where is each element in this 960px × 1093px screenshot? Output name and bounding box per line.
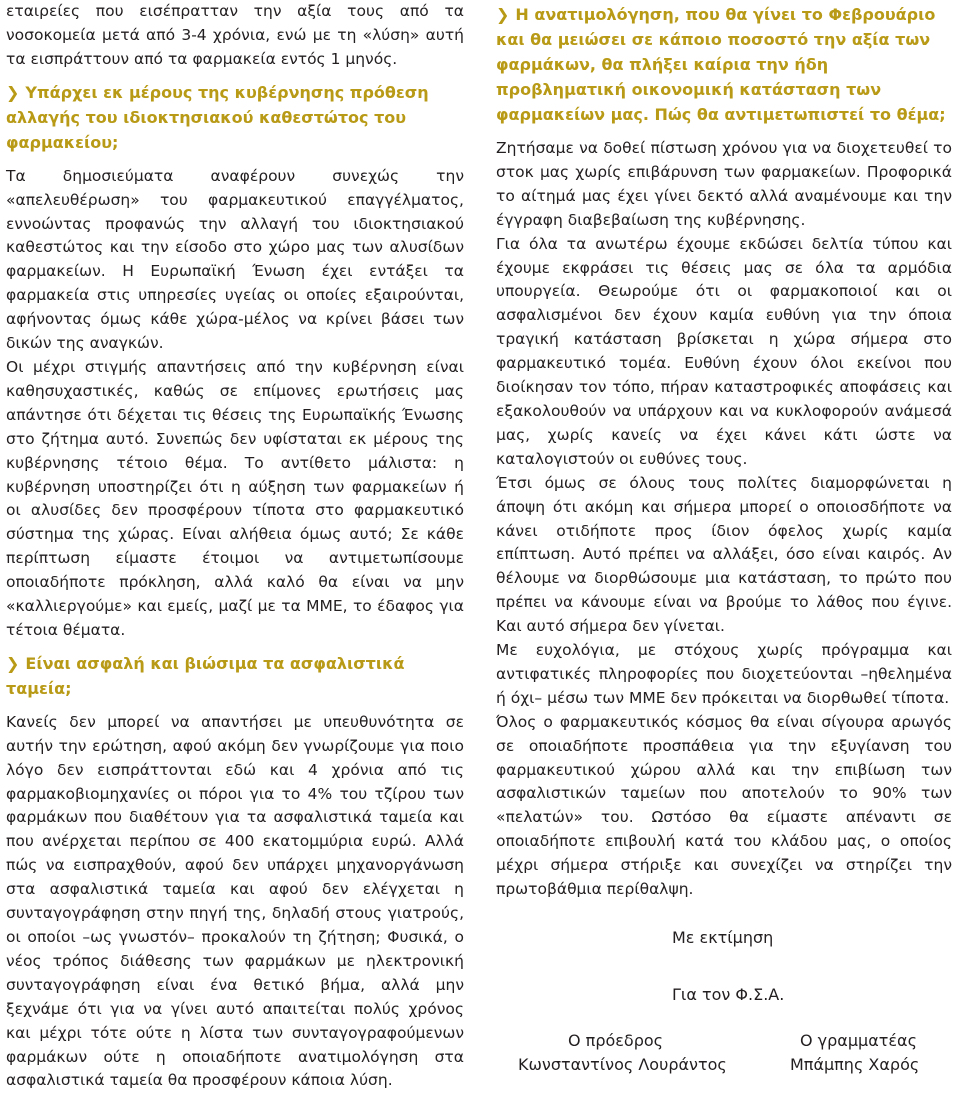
- question-heading: [6, 651, 464, 701]
- closing-organization: Για τον Φ.Σ.Α.: [672, 985, 785, 1004]
- question-heading: [6, 80, 464, 155]
- question-text: Υπάρχει εκ μέρους της κυβέρνησης πρόθεση αλλαγής του ιδιοκτησιακού καθεστώτος του φαρμακείου;: [6, 82, 429, 152]
- president-name: Κωνσταντίνος Λουράντος: [518, 1055, 727, 1074]
- question-text: Είναι ασφαλή και βιώσιμα τα ασφαλιστικά ταμεία;: [6, 653, 405, 698]
- answer-paragraph: Όλος ο φαρμακευτικός κόσμος θα είναι σίγουρα αρωγός σε οποιαδήποτε προσπάθεια για την εξυγίανση του φαρμακευτικού χώρου αλλά και την επιβίωση των ασφαλιστικών ταμείων που αποτελούν το 90% των «πελατών» του. Ωστόσο θα είμαστε απέναντι σε οποιαδήποτε επιβουλή κατά του κλάδου μας, ο οποίος μέχρι σήμερα στήριξε και συνεχίζει να στηρίζει την πρωτοβάθμια περίθαλψη.: [496, 712, 952, 899]
- answer-paragraph: Οι μέχρι στιγμής απαντήσεις από την κυβέρνηση είναι καθησυχαστικές, καθώς σε επίμονες ερωτήσεις μας απάντησε ότι δέχεται τις θέσεις της Ευρωπαϊκής Ένωσης στο ζήτημα αυτό. Συνεπώς δεν υφίσταται εκ μέρους της κυβέρνησης τέτοιο θέμα. Το αντίθετο μάλιστα: η κυβέρνηση υποστηρίζει ότι η αύξηση των φαρμακείων ή οι αλυσίδες δεν προσφέρουν τίποτα στο φαρμακευτικό σύστημα της χώρας. Είναι αλήθεια όμως αυτό; Σε κάθε περίπτωση είμαστε έτοιμοι να αντιμετωπίσουμε οποιαδήποτε πρόκληση, αλλά καλό θα είναι να μην «καλλιεργούμε» και εμείς, μαζί με τα ΜΜΕ, το έδαφος για τέτοια θέματα.: [6, 357, 464, 639]
- answer-paragraph: Με ευχολόγια, με στόχους χωρίς πρόγραμμα και αντιφατικές πληροφορίες που διοχετεύονται –ηθελημένα ή όχι– μέσω των ΜΜΕ δεν πρόκειται να διορθωθεί τίποτα.: [496, 641, 952, 707]
- closing-regards: Με εκτίμηση: [672, 928, 774, 947]
- answer-paragraph: Έτσι όμως σε όλους τους πολίτες διαμορφώνεται η άποψη ότι ακόμη και σήμερα μπορεί ο οποιοσδήποτε να κάνει οτιδήποτε προς ίδιον όφελος χωρίς καμία επίπτωση. Αυτό πρέπει να αλλάξει, όσο είναι καιρός. Αν θέλουμε να διορθώσουμε μια κατάσταση, το πρώτο που πρέπει να κάνουμε είναι να βρούμε το λάθος που έγινε. Και αυτό σήμερα δεν γίνεται.: [496, 473, 952, 636]
- intro-paragraph: εταιρείες που εισέπρατταν την αξία τους από τα νοσοκομεία μετά από 3-4 χρόνια, ενώ με τη «λύση» αυτή τα εισπράττουν από τα φαρμακεία εντός 1 μηνός.: [6, 2, 464, 68]
- secretary-name: Μπάμπης Χαρός: [790, 1055, 920, 1074]
- chevron-right-icon: ❯: [496, 5, 510, 24]
- answer-paragraph: Για όλα τα ανωτέρω έχουμε εκδώσει δελτία τύπου και έχουμε εκφράσει τις θέσεις μας σε όλα τα αρμόδια υπουργεία. Θεωρούμε ότι οι φαρμακοποιοί και οι ασφαλισμένοι δεν έχουν καμία ευθύνη για την όποια τραγική κατάσταση βρίσκεται η χώρα σήμερα στο φαρμακευτικό τομέα. Ευθύνη έχουν όλοι εκείνοι που διοίκησαν τον τόπο, πήραν καταστροφικές αποφάσεις και εξακολουθούν να υπάρχουν και να κυκλοφορούν ανάμεσά μας, χωρίς κανείς να έχει κάνει κάτι ώστε να καταλογιστούν οι ευθύνες τους.: [496, 234, 952, 468]
- left-column: [6, 0, 464, 1093]
- question-heading: [496, 2, 952, 127]
- president-title: Ο πρόεδρος: [568, 1031, 664, 1050]
- question-text: Η ανατιμολόγηση, που θα γίνει το Φεβρουάριο και θα μειώσει σε κάποιο ποσοστό την αξία των φαρμάκων, θα πλήξει καίρια την ήδη προβληματική οικονομική κατάσταση των φαρμακείων μας. Πώς θα αντιμετωπιστεί το θέμα;: [496, 5, 946, 124]
- answer-paragraph: Ζητήσαμε να δοθεί πίστωση χρόνου για να διοχετευθεί το στοκ μας χωρίς επιβάρυνση των φαρμακείων. Προφορικά το αίτημά μας έχει γίνει δεκτό αλλά αναμένουμε και την έγγραφη διαβεβαίωση της κυβέρνησης.: [496, 139, 952, 229]
- answer-paragraph: Κανείς δεν μπορεί να απαντήσει με υπευθυνότητα σε αυτήν την ερώτηση, αφού ακόμη δεν γνωρίζουμε για ποιο λόγο δεν εισπράττονται εδώ και 4 χρόνια από τις φαρμακοβιομηχανίες οι πόροι για το 4% του τζίρου των φαρμάκων που διαθέτουν για τα ασφαλιστικά ταμεία και που ανέρχεται περίπου σε 400 εκατομμύρια ευρώ. Αλλά πώς να εισπραχθούν, αφού δεν υπάρχει μηχανοργάνωση στα ασφαλιστικά ταμεία και αφού δεν ελέγχεται η συνταγογράφηση στην πηγή της, δηλαδή στους γιατρούς, οι οποίοι –ως γνωστόν– προκαλούν τη ζήτηση; Φυσικά, ο νέος τρόπος διάθεσης των φαρμάκων με ηλεκτρονική συνταγογράφηση είναι ένα θετικό βήμα, αλλά μην ξεχνάμε ότι για να γίνει αυτό απαιτείται πολύς χρόνος και μέχρι τότε ούτε η λίστα των συνταγογραφούμενων φαρμάκων ούτε η οποιαδήποτε ανατιμολόγηση στα ασφαλιστικά ταμεία θα προσφέρουν κάποια λύση.: [6, 712, 464, 1090]
- answer-paragraph: Τα δημοσιεύματα αναφέρουν συνεχώς την «απελευθέρωση» του φαρμακευτικού επαγγέλματος, εννοώντας προφανώς την αλλαγή του ιδιοκτησιακού καθεστώτος και την είσοδο στο χώρο μας των αλυσίδων φαρμακείων. Η Ευρωπαϊκή Ένωση έχει εντάξει τα φαρμακεία στις υπηρεσίες υγείας οι οποίες εξαιρούνται, αφήνοντας όμως κάθε χώρα-μέλος να κρίνει βάσει των δικών της αναγκών.: [6, 166, 464, 353]
- chevron-right-icon: ❯: [6, 82, 20, 102]
- secretary-title: Ο γραμματέας: [800, 1031, 917, 1050]
- chevron-right-icon: ❯: [6, 653, 20, 673]
- right-column: [496, 0, 952, 902]
